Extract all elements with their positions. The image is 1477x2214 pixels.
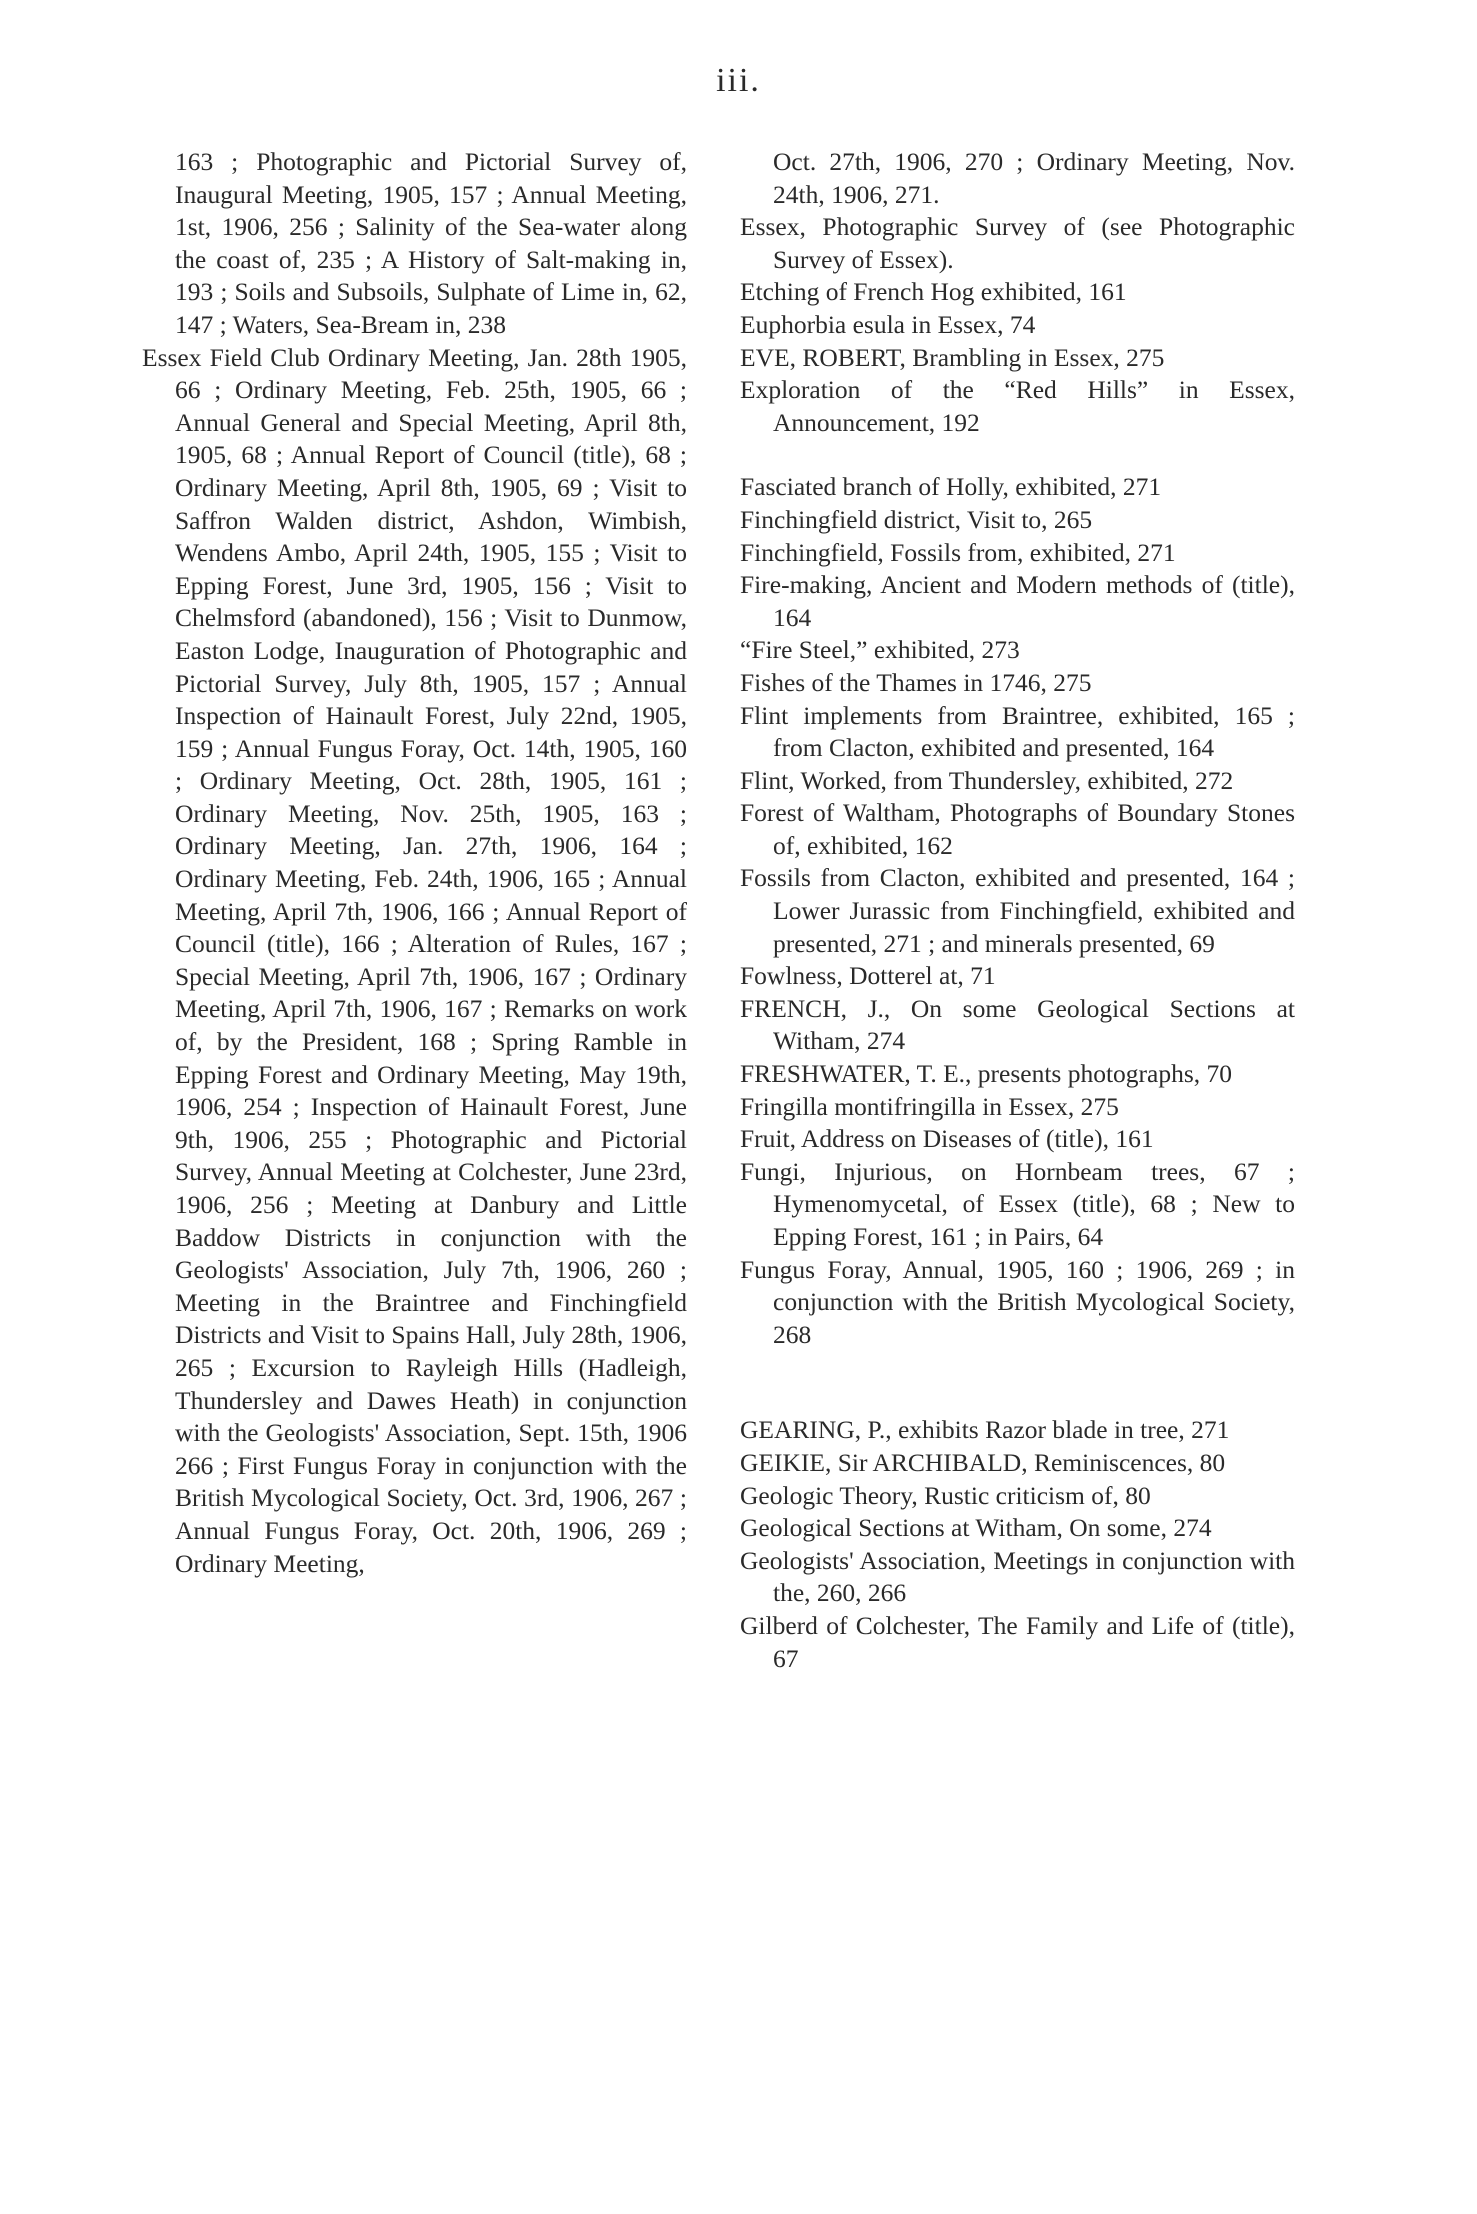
index-entry: Flint implements from Braintree, exhibited, 165 ; from Clacton, exhibited and presented, 164 bbox=[740, 700, 1295, 763]
index-entry: Fasciated branch of Holly, exhibited, 271 bbox=[740, 472, 1162, 502]
index-entry: Fishes of the Thames in 1746, 275 bbox=[740, 667, 1092, 697]
index-entry: Fruit, Address on Diseases of (title), 161 bbox=[740, 1124, 1154, 1154]
index-entry: Etching of French Hog exhibited, 161 bbox=[740, 277, 1127, 307]
index-entry: Oct. 27th, 1906, 270 ; Ordinary Meeting, Nov. 24th, 1906, 271. bbox=[773, 147, 1295, 209]
index-entry: Fowlness, Dotterel at, 71 bbox=[740, 961, 996, 991]
index-entry: Geologic Theory, Rustic criticism of, 80 bbox=[740, 1480, 1151, 1510]
index-entry: Flint, Worked, from Thundersley, exhibited, 272 bbox=[740, 765, 1234, 795]
index-entry: Fire-making, Ancient and Modern methods of (title), 164 bbox=[740, 570, 1295, 632]
index-entry: EVE, ROBERT, Brambling in Essex, 275 bbox=[740, 342, 1165, 372]
index-entry: GEIKIE, Sir ARCHIBALD, Reminiscences, 80 bbox=[740, 1447, 1226, 1477]
index-entry: Fungi, Injurious, on Hornbeam trees, 67 ; Hymenomycetal, of Essex (title), 68 ; New to Epping Forest, 161 ; in Pairs, 64 bbox=[740, 1156, 1295, 1251]
index-entry: Exploration of the “Red Hills” in Essex, Announcement, 192 bbox=[740, 375, 1295, 437]
left-column bbox=[142, 146, 687, 1580]
index-entry: GEARING, P., exhibits Razor blade in tree, 271 bbox=[740, 1415, 1230, 1445]
index-entry: Fringilla montifringilla in Essex, 275 bbox=[740, 1091, 1119, 1121]
index-entry: Gilberd of Colchester, The Family and Life of (title), 67 bbox=[740, 1610, 1295, 1673]
index-entry: Forest of Waltham, Photographs of Boundary Stones of, exhibited, 162 bbox=[740, 798, 1295, 860]
right-column bbox=[740, 146, 1295, 1675]
index-entry: Fungus Foray, Annual, 1905, 160 ; 1906, 269 ; in conjunction with the British Mycological Society, 268 bbox=[740, 1254, 1295, 1349]
letter-section-spacer bbox=[740, 1351, 1295, 1414]
page-number: iii. bbox=[716, 62, 761, 99]
index-entry: Geological Sections at Witham, On some, 274 bbox=[740, 1513, 1212, 1543]
index-entry: Essex Field Club Ordinary Meeting, Jan. 28th 1905, 66 ; Ordinary Meeting, Feb. 25th, 1905, 66 ; Annual General and Special Meeting, April 8th, 1905, 68 ; Annual Report of Council (title), 68 ; Ordinary Meeting, April 8th, 1905, 69 ; Visit to Saffron Walden district, Ashdon, Wimbish, Wendens Ambo, April 24th, 1905, 155 ; Visit to Epping Forest, June 3rd, 1905, 156 ; Visit to Chelmsford (abandoned), 156 ; Visit to Dunmow, Easton Lodge, Inauguration of Photographic and Pictorial Survey, July 8th, 1905, 157 ; Annual Inspection of Hainault Forest, July 22nd, 1905, 159 ; Annual Fungus Foray, Oct. 14th, 1905, 160 ; Ordinary Meeting, Oct. 28th, 1905, 161 ; Ordinary Meeting, Nov. 25th, 1905, 163 ; Ordinary Meeting, Jan. 27th, 1906, 164 ; Ordinary Meeting, Feb. 24th, 1906, 165 ; Annual Meeting, April 7th, 1906, 166 ; Annual Report of Council (title), 166 ; Alteration of Rules, 167 ; Special Meeting, April 7th, 1906, 167 ; Ordinary Meeting, April 7th, 1906, 167 ; Remarks on work of, by the President, 168 ; Spring Ramble in Epping Forest and Ordinary Meeting, May 19th, 1906, 254 ; Inspection of Hainault Forest, June 9th, 1906, 255 ; Photographic and Pictorial Survey, Annual Meeting at Colchester, June 23rd, 1906, 256 ; Meeting at Danbury and Little Baddow Districts in conjunction with the Geologists' Association, July 7th, 1906, 260 ; Meeting in the Braintree and Finchingfield Districts and Visit to Spains Hall, July 28th, 1906, 265 ; Excursion to Rayleigh Hills (Hadleigh, Thundersley and Dawes Heath) in conjunction with the Geologists' Association, Sept. 15th, 1906 266 ; First Fungus Foray in conjunction with the British Mycological Society, Oct. 3rd, 1906, 267 ; Annual Fungus Foray, Oct. 20th, 1906, 269 ; Ordinary Meeting, bbox=[142, 342, 687, 1578]
index-entry: Euphorbia esula in Essex, 74 bbox=[740, 309, 1036, 339]
entry-spacer bbox=[740, 439, 1295, 471]
index-entry: Geologists' Association, Meetings in conjunction with the, 260, 266 bbox=[740, 1545, 1295, 1608]
index-entry: “Fire Steel,” exhibited, 273 bbox=[740, 635, 1020, 665]
index-entry: Essex, Photographic Survey of (see Photographic Survey of Essex). bbox=[740, 212, 1295, 274]
index-entry: 163 ; Photographic and Pictorial Survey of, Inaugural Meeting, 1905, 157 ; Annual Meeting, 1st, 1906, 256 ; Salinity of the Sea-water along the coast of, 235 ; A History of Salt-making in, 193 ; Soils and Subsoils, Sulphate of Lime in, 62, 147 ; Waters, Sea-Bream in, 238 bbox=[175, 147, 687, 339]
index-entry: Finchingfield, Fossils from, exhibited, 271 bbox=[740, 537, 1176, 567]
index-entry: FRESHWATER, T. E., presents photographs, 70 bbox=[740, 1059, 1233, 1089]
index-entry: FRENCH, J., On some Geological Sections at Witham, 274 bbox=[740, 993, 1295, 1056]
index-entry: Fossils from Clacton, exhibited and presented, 164 ; Lower Jurassic from Finchingfield, exhibited and presented, 271 ; and minerals presented, 69 bbox=[740, 863, 1295, 958]
index-entry: Finchingfield district, Visit to, 265 bbox=[740, 504, 1093, 534]
